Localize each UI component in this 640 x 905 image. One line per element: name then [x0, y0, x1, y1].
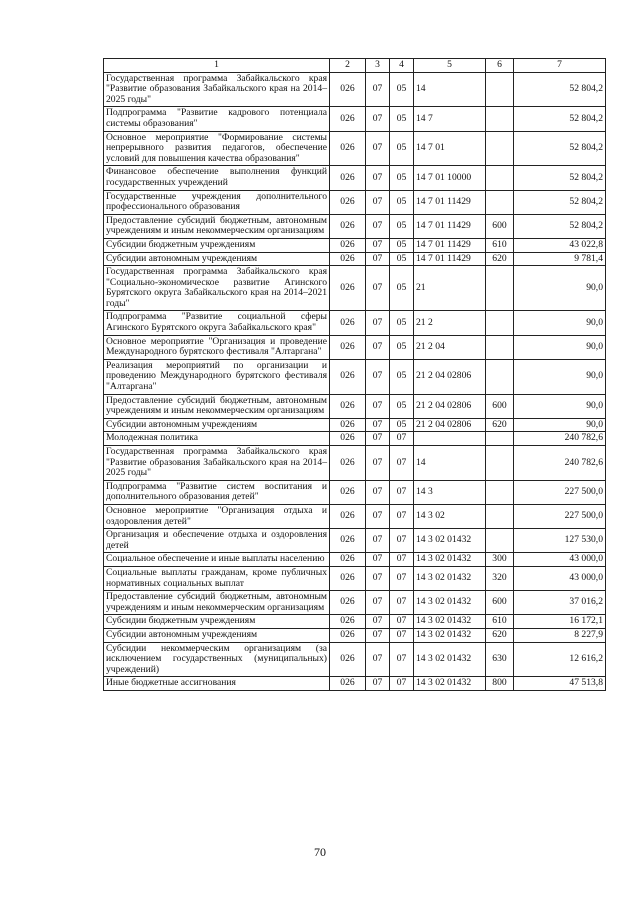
target-article-cell: 14	[414, 446, 486, 481]
ministry-code-cell: 026	[330, 252, 366, 266]
row-name-cell: Государственная программа Забайкальского края "Развитие образования Забайкальского края на 2014–2025 годы"	[104, 446, 330, 481]
expense-type-cell: 610	[486, 238, 514, 252]
section-code-cell: 07	[366, 504, 390, 528]
expense-type-cell: 600	[486, 214, 514, 238]
row-name-cell: Субсидии некоммерческим организациям (за исключением государственных (муниципальных) учреждений)	[104, 642, 330, 677]
table-row	[104, 566, 606, 590]
section-code-cell: 07	[366, 628, 390, 642]
amount-cell: 9 781,4	[514, 252, 606, 266]
row-name-cell: Субсидии автономным учреждениям	[104, 418, 330, 432]
budget-table	[103, 58, 606, 691]
target-article-cell: 14 3 02 01432	[414, 615, 486, 629]
table-row	[104, 166, 606, 190]
amount-cell: 47 513,8	[514, 677, 606, 691]
section-code-cell: 07	[366, 566, 390, 590]
amount-cell: 127 530,0	[514, 529, 606, 553]
table-row	[104, 335, 606, 359]
row-name-cell: Основное мероприятие "Формирование системы непрерывного развития педагогов, обеспечение условий для повышения качества образования"	[104, 131, 330, 166]
subsection-code-cell: 07	[390, 566, 414, 590]
header-cell: 7	[514, 59, 606, 73]
target-article-cell: 14 3 02	[414, 504, 486, 528]
expense-type-cell	[486, 335, 514, 359]
target-article-cell: 14 7 01 10000	[414, 166, 486, 190]
table-row	[104, 238, 606, 252]
table-row	[104, 418, 606, 432]
subsection-code-cell: 05	[390, 359, 414, 394]
subsection-code-cell: 05	[390, 166, 414, 190]
header-cell: 6	[486, 59, 514, 73]
section-code-cell: 07	[366, 418, 390, 432]
ministry-code-cell: 026	[330, 394, 366, 418]
target-article-cell: 14 3 02 01432	[414, 628, 486, 642]
expense-type-cell: 620	[486, 628, 514, 642]
subsection-code-cell: 05	[390, 252, 414, 266]
section-code-cell: 07	[366, 252, 390, 266]
row-name-cell: Предоставление субсидий бюджетным, автономным учреждениям и иным некоммерческим организациям	[104, 591, 330, 615]
expense-type-cell: 630	[486, 642, 514, 677]
section-code-cell: 07	[366, 394, 390, 418]
section-code-cell: 07	[366, 480, 390, 504]
expense-type-cell: 320	[486, 566, 514, 590]
section-code-cell: 07	[366, 529, 390, 553]
table-row	[104, 615, 606, 629]
table-row	[104, 432, 606, 446]
ministry-code-cell: 026	[330, 335, 366, 359]
row-name-cell: Финансовое обеспечение выполнения функций государственных учреждений	[104, 166, 330, 190]
amount-cell: 43 022,8	[514, 238, 606, 252]
expense-type-cell	[486, 529, 514, 553]
expense-type-cell	[486, 131, 514, 166]
section-code-cell: 07	[366, 553, 390, 567]
section-code-cell: 07	[366, 107, 390, 131]
expense-type-cell: 610	[486, 615, 514, 629]
table-row	[104, 480, 606, 504]
expense-type-cell	[486, 311, 514, 335]
table-row	[104, 252, 606, 266]
ministry-code-cell: 026	[330, 131, 366, 166]
row-name-cell: Молодежная политика	[104, 432, 330, 446]
amount-cell: 240 782,6	[514, 432, 606, 446]
table-row	[104, 311, 606, 335]
expense-type-cell	[486, 72, 514, 107]
amount-cell: 90,0	[514, 266, 606, 311]
table-row	[104, 628, 606, 642]
row-name-cell: Социальное обеспечение и иные выплаты населению	[104, 553, 330, 567]
expense-type-cell: 620	[486, 418, 514, 432]
ministry-code-cell: 026	[330, 238, 366, 252]
amount-cell: 90,0	[514, 335, 606, 359]
target-article-cell: 21	[414, 266, 486, 311]
table-row	[104, 553, 606, 567]
subsection-code-cell: 05	[390, 131, 414, 166]
subsection-code-cell: 05	[390, 335, 414, 359]
table-header-row	[104, 59, 606, 73]
row-name-cell: Основное мероприятие "Организация отдыха и оздоровления детей"	[104, 504, 330, 528]
target-article-cell: 14 7 01 11429	[414, 252, 486, 266]
table-row	[104, 131, 606, 166]
subsection-code-cell: 05	[390, 311, 414, 335]
row-name-cell: Субсидии автономным учреждениям	[104, 252, 330, 266]
target-article-cell: 21 2 04 02806	[414, 418, 486, 432]
table-row	[104, 72, 606, 107]
expense-type-cell	[486, 504, 514, 528]
table-row	[104, 446, 606, 481]
header-cell: 1	[104, 59, 330, 73]
row-name-cell: Государственная программа Забайкальского края "Развитие образования Забайкальского края на 2014–2025 годы"	[104, 72, 330, 107]
expense-type-cell	[486, 480, 514, 504]
target-article-cell: 21 2 04 02806	[414, 394, 486, 418]
amount-cell: 52 804,2	[514, 166, 606, 190]
subsection-code-cell: 05	[390, 418, 414, 432]
section-code-cell: 07	[366, 642, 390, 677]
amount-cell: 12 616,2	[514, 642, 606, 677]
ministry-code-cell: 026	[330, 553, 366, 567]
amount-cell: 8 227,9	[514, 628, 606, 642]
target-article-cell: 14 7 01 11429	[414, 238, 486, 252]
section-code-cell: 07	[366, 677, 390, 691]
expense-type-cell	[486, 359, 514, 394]
target-article-cell: 14 3	[414, 480, 486, 504]
target-article-cell: 14 3 02 01432	[414, 642, 486, 677]
section-code-cell: 07	[366, 335, 390, 359]
amount-cell: 240 782,6	[514, 446, 606, 481]
subsection-code-cell: 07	[390, 432, 414, 446]
ministry-code-cell: 026	[330, 266, 366, 311]
subsection-code-cell: 05	[390, 72, 414, 107]
row-name-cell: Субсидии автономным учреждениям	[104, 628, 330, 642]
subsection-code-cell: 05	[390, 238, 414, 252]
header-cell: 2	[330, 59, 366, 73]
target-article-cell: 14 3 02 01432	[414, 566, 486, 590]
target-article-cell: 14 7 01 11429	[414, 190, 486, 214]
amount-cell: 52 804,2	[514, 131, 606, 166]
amount-cell: 52 804,2	[514, 72, 606, 107]
subsection-code-cell: 07	[390, 615, 414, 629]
ministry-code-cell: 026	[330, 432, 366, 446]
amount-cell: 52 804,2	[514, 190, 606, 214]
ministry-code-cell: 026	[330, 190, 366, 214]
ministry-code-cell: 026	[330, 504, 366, 528]
amount-cell: 90,0	[514, 394, 606, 418]
row-name-cell: Государственная программа Забайкальского края "Социально-экономическое развитие Агинского Бурятского округа Забайкальского края на 2014–2021 годы"	[104, 266, 330, 311]
row-name-cell: Государственные учреждения дополнительного профессионального образования	[104, 190, 330, 214]
table-row	[104, 214, 606, 238]
ministry-code-cell: 026	[330, 446, 366, 481]
ministry-code-cell: 026	[330, 72, 366, 107]
section-code-cell: 07	[366, 591, 390, 615]
ministry-code-cell: 026	[330, 566, 366, 590]
target-article-cell: 14 7	[414, 107, 486, 131]
section-code-cell: 07	[366, 131, 390, 166]
amount-cell: 90,0	[514, 311, 606, 335]
section-code-cell: 07	[366, 615, 390, 629]
amount-cell: 16 172,1	[514, 615, 606, 629]
expense-type-cell	[486, 446, 514, 481]
table-row	[104, 591, 606, 615]
target-article-cell: 14 3 02 01432	[414, 591, 486, 615]
section-code-cell: 07	[366, 359, 390, 394]
expense-type-cell	[486, 107, 514, 131]
ministry-code-cell: 026	[330, 166, 366, 190]
table-row	[104, 394, 606, 418]
section-code-cell: 07	[366, 311, 390, 335]
section-code-cell: 07	[366, 214, 390, 238]
row-name-cell: Организация и обеспечение отдыха и оздоровления детей	[104, 529, 330, 553]
table-row	[104, 504, 606, 528]
subsection-code-cell: 05	[390, 190, 414, 214]
ministry-code-cell: 026	[330, 615, 366, 629]
expense-type-cell	[486, 166, 514, 190]
section-code-cell: 07	[366, 190, 390, 214]
subsection-code-cell: 07	[390, 553, 414, 567]
table-row	[104, 359, 606, 394]
expense-type-cell	[486, 266, 514, 311]
target-article-cell: 14 3 02 01432	[414, 553, 486, 567]
row-name-cell: Предоставление субсидий бюджетным, автономным учреждениям и иным некоммерческим организациям	[104, 394, 330, 418]
amount-cell: 90,0	[514, 418, 606, 432]
ministry-code-cell: 026	[330, 418, 366, 432]
subsection-code-cell: 07	[390, 677, 414, 691]
section-code-cell: 07	[366, 446, 390, 481]
target-article-cell: 14 7 01	[414, 131, 486, 166]
section-code-cell: 07	[366, 266, 390, 311]
row-name-cell: Подпрограмма "Развитие кадрового потенциала системы образования"	[104, 107, 330, 131]
ministry-code-cell: 026	[330, 359, 366, 394]
section-code-cell: 07	[366, 166, 390, 190]
ministry-code-cell: 026	[330, 642, 366, 677]
subsection-code-cell: 05	[390, 214, 414, 238]
row-name-cell: Субсидии бюджетным учреждениям	[104, 238, 330, 252]
section-code-cell: 07	[366, 72, 390, 107]
row-name-cell: Реализация мероприятий по организации и проведению Международного бурятского фестиваля "Алтаргана"	[104, 359, 330, 394]
row-name-cell: Социальные выплаты гражданам, кроме публичных нормативных социальных выплат	[104, 566, 330, 590]
target-article-cell: 21 2	[414, 311, 486, 335]
row-name-cell: Подпрограмма "Развитие систем воспитания и дополнительного образования детей"	[104, 480, 330, 504]
table-row	[104, 529, 606, 553]
amount-cell: 52 804,2	[514, 107, 606, 131]
table-row	[104, 190, 606, 214]
table-row	[104, 107, 606, 131]
row-name-cell: Подпрограмма "Развитие социальной сферы Агинского Бурятского округа Забайкальского края"	[104, 311, 330, 335]
table-row	[104, 642, 606, 677]
amount-cell: 227 500,0	[514, 480, 606, 504]
ministry-code-cell: 026	[330, 677, 366, 691]
expense-type-cell: 800	[486, 677, 514, 691]
ministry-code-cell: 026	[330, 591, 366, 615]
target-article-cell: 21 2 04	[414, 335, 486, 359]
target-article-cell: 14 3 02 01432	[414, 677, 486, 691]
amount-cell: 227 500,0	[514, 504, 606, 528]
subsection-code-cell: 07	[390, 628, 414, 642]
subsection-code-cell: 07	[390, 642, 414, 677]
row-name-cell: Субсидии бюджетным учреждениям	[104, 615, 330, 629]
table-row	[104, 266, 606, 311]
ministry-code-cell: 026	[330, 529, 366, 553]
subsection-code-cell: 07	[390, 591, 414, 615]
expense-type-cell: 600	[486, 394, 514, 418]
subsection-code-cell: 07	[390, 504, 414, 528]
target-article-cell: 14 7 01 11429	[414, 214, 486, 238]
target-article-cell: 21 2 04 02806	[414, 359, 486, 394]
page-number: 70	[314, 845, 326, 859]
expense-type-cell: 300	[486, 553, 514, 567]
expense-type-cell: 620	[486, 252, 514, 266]
target-article-cell: 14 3 02 01432	[414, 529, 486, 553]
subsection-code-cell: 05	[390, 266, 414, 311]
section-code-cell: 07	[366, 432, 390, 446]
subsection-code-cell: 07	[390, 529, 414, 553]
subsection-code-cell: 07	[390, 480, 414, 504]
row-name-cell: Предоставление субсидий бюджетным, автономным учреждениям и иным некоммерческим организациям	[104, 214, 330, 238]
amount-cell: 43 000,0	[514, 566, 606, 590]
subsection-code-cell: 07	[390, 446, 414, 481]
table-row	[104, 677, 606, 691]
header-cell: 5	[414, 59, 486, 73]
ministry-code-cell: 026	[330, 311, 366, 335]
ministry-code-cell: 026	[330, 628, 366, 642]
amount-cell: 52 804,2	[514, 214, 606, 238]
section-code-cell: 07	[366, 238, 390, 252]
row-name-cell: Основное мероприятие "Организация и проведение Международного бурятского фестиваля "Алтаргана"	[104, 335, 330, 359]
target-article-cell	[414, 432, 486, 446]
expense-type-cell: 600	[486, 591, 514, 615]
header-cell: 3	[366, 59, 390, 73]
expense-type-cell	[486, 432, 514, 446]
ministry-code-cell: 026	[330, 107, 366, 131]
ministry-code-cell: 026	[330, 480, 366, 504]
row-name-cell: Иные бюджетные ассигнования	[104, 677, 330, 691]
ministry-code-cell: 026	[330, 214, 366, 238]
header-cell: 4	[390, 59, 414, 73]
amount-cell: 37 016,2	[514, 591, 606, 615]
subsection-code-cell: 05	[390, 107, 414, 131]
amount-cell: 43 000,0	[514, 553, 606, 567]
target-article-cell: 14	[414, 72, 486, 107]
expense-type-cell	[486, 190, 514, 214]
amount-cell: 90,0	[514, 359, 606, 394]
subsection-code-cell: 05	[390, 394, 414, 418]
